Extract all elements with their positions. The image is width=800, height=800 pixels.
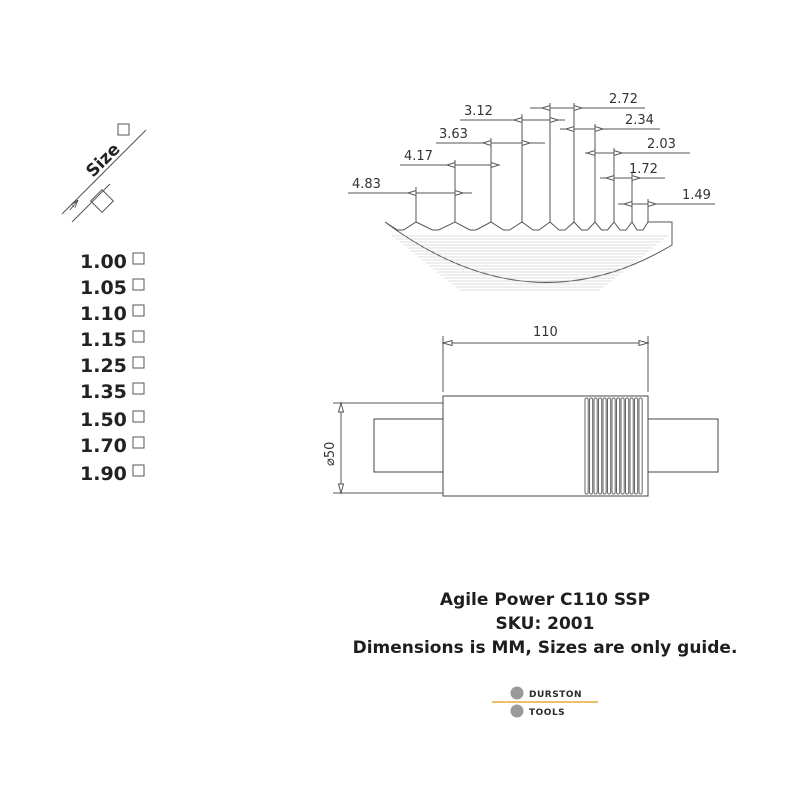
size-value: 1.10 [80,303,127,325]
pitch-dimension-3 [436,138,545,222]
logo-line2: TOOLS [529,708,566,718]
size-value: 1.05 [80,277,127,299]
size-item [80,355,144,377]
pitch-label-1: 4.83 [352,177,381,192]
pitch-label-7: 2.03 [647,137,676,152]
size-checkbox[interactable] [133,411,144,422]
size-checkbox[interactable] [133,253,144,264]
size-item [80,381,144,403]
size-item [80,251,144,273]
length-label: 110 [533,325,558,340]
diameter-dimension [333,403,443,493]
sku-label: SKU: 2001 [495,614,595,634]
size-item [80,329,144,351]
size-item [80,277,144,299]
size-value: 1.70 [80,435,127,457]
size-item [80,463,144,485]
logo-circle-top [511,687,524,700]
logo-circle-bottom [511,705,524,718]
dimensions-note: Dimensions is MM, Sizes are only guide. [352,638,738,658]
size-item [80,409,144,431]
pitch-label-2: 4.17 [404,149,433,164]
size-checkbox[interactable] [133,465,144,476]
thread-profile-outline [385,222,672,282]
size-checkbox[interactable] [133,279,144,290]
size-checkbox[interactable] [133,437,144,448]
product-name: Agile Power C110 SSP [439,590,651,610]
logo-line1: DURSTON [529,690,583,700]
size-value: 1.15 [80,329,127,351]
tool-side-view [374,396,718,496]
size-value: 1.90 [80,463,127,485]
size-value: 1.50 [80,409,127,431]
shank-left [374,419,444,472]
length-dimension [443,336,648,392]
size-value: 1.35 [80,381,127,403]
size-heading: Size [82,139,125,182]
size-value: 1.25 [80,355,127,377]
diameter-label: ⌀50 [323,441,338,466]
size-checkbox[interactable] [133,383,144,394]
durston-tools-logo [492,687,598,719]
pitch-label-6: 2.34 [625,113,654,128]
pitch-label-9: 1.49 [682,188,711,203]
pitch-label-4: 3.12 [464,104,493,119]
size-checkbox[interactable] [133,331,144,342]
pitch-label-8: 1.72 [629,162,658,177]
shank-right [648,419,718,472]
size-value: 1.00 [80,251,127,273]
size-item [80,435,144,457]
tool-body [443,396,648,496]
size-list [80,251,144,485]
size-item [80,303,144,325]
size-checkbox[interactable] [133,305,144,316]
thread-profile [385,222,672,290]
pitch-label-5: 2.72 [609,92,638,107]
size-checkbox[interactable] [133,357,144,368]
pitch-label-3: 3.63 [439,127,468,142]
pitch-dimension-4 [460,114,565,222]
pitch-dimension-7 [585,148,690,222]
